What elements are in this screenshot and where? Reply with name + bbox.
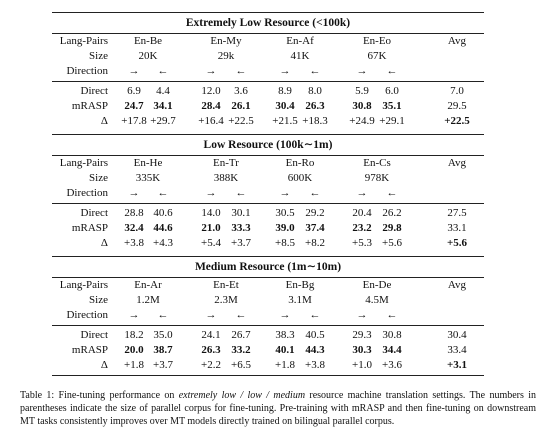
direction-row — [52, 308, 484, 323]
score-cell: +8.2 — [305, 237, 325, 249]
lang-pair: En-Bg — [285, 279, 315, 291]
arrow-left-icon: ← — [386, 309, 398, 321]
size-row — [52, 171, 484, 186]
row-label: Direct — [80, 85, 108, 97]
row-label: Lang-Pairs — [59, 157, 108, 169]
lang-pair: En-He — [133, 157, 163, 169]
row-label: mRASP — [71, 344, 108, 356]
table-section — [52, 12, 484, 134]
score-cell: +1.8 — [124, 359, 144, 371]
score-cell: 28.4 — [201, 100, 221, 112]
score-cell: +4.3 — [153, 237, 173, 249]
score-cell: 21.0 — [201, 222, 221, 234]
score-cell: 34.1 — [153, 100, 173, 112]
direction-row — [52, 64, 484, 79]
row-label: Lang-Pairs — [59, 279, 108, 291]
avg-cell: 29.5 — [447, 100, 467, 112]
results-table — [52, 12, 484, 376]
score-cell: 34.4 — [382, 344, 402, 356]
arrow-right-icon: → — [279, 309, 291, 321]
table-row — [52, 328, 484, 343]
row-label: mRASP — [71, 222, 108, 234]
score-cell: +29.1 — [379, 115, 405, 127]
score-cell: +22.5 — [228, 115, 254, 127]
table-row — [52, 206, 484, 221]
score-cell: 30.5 — [275, 207, 295, 219]
score-cell: 29.2 — [305, 207, 325, 219]
lang-pair: En-De — [362, 279, 392, 291]
score-cell: +5.6 — [382, 237, 402, 249]
lang-pairs-row — [52, 156, 484, 171]
row-label: Direction — [66, 65, 108, 77]
corpus-size: 29k — [217, 50, 235, 62]
score-cell: 29.3 — [352, 329, 372, 341]
lang-pair: En-Cs — [363, 157, 391, 169]
score-cell: 24.1 — [201, 329, 221, 341]
row-label: Size — [89, 294, 108, 306]
lang-pair: En-Be — [133, 35, 163, 47]
arrow-right-icon: → — [205, 309, 217, 321]
arrow-right-icon: → — [279, 187, 291, 199]
table-section — [52, 256, 484, 376]
score-cell: 30.8 — [382, 329, 402, 341]
corpus-size: 3.1M — [288, 294, 312, 306]
size-row — [52, 293, 484, 308]
arrow-right-icon: → — [356, 309, 368, 321]
score-cell: 26.7 — [231, 329, 251, 341]
score-cell: 30.1 — [231, 207, 251, 219]
score-cell: 35.1 — [382, 100, 402, 112]
row-label: Direct — [80, 329, 108, 341]
corpus-size: 978K — [364, 172, 390, 184]
avg-cell: 33.1 — [447, 222, 467, 234]
arrow-left-icon: ← — [309, 65, 321, 77]
score-cell: 4.4 — [156, 85, 170, 97]
caption-rest: resource machine translation settings. The numbers in parentheses indicate the size of parallel corpus for fine-tuning. Pre-training with mRASP and then fine-tuning on downstream MT tasks consistently improves over MT models directly trained on bilingual parallel corpus. — [20, 390, 537, 427]
row-label: Direct — [80, 207, 108, 219]
score-cell: 6.9 — [127, 85, 141, 97]
arrow-left-icon: ← — [309, 309, 321, 321]
corpus-size: 67K — [367, 50, 387, 62]
arrow-right-icon: → — [356, 187, 368, 199]
table-row — [52, 358, 484, 373]
row-label: Size — [89, 50, 108, 62]
caption-emphasis: extremely low / low / medium — [178, 390, 306, 401]
row-label: Size — [89, 172, 108, 184]
score-cell: 26.1 — [231, 100, 251, 112]
table-row — [52, 221, 484, 236]
row-label: Δ — [100, 359, 108, 371]
lang-pair: En-Et — [213, 279, 239, 291]
corpus-size: 388K — [213, 172, 239, 184]
score-cell: 14.0 — [201, 207, 221, 219]
lang-pair: En-Eo — [362, 35, 392, 47]
row-label: Direction — [66, 187, 108, 199]
score-cell: 30.4 — [275, 100, 295, 112]
row-label: Direction — [66, 309, 108, 321]
lang-pair: En-Ar — [134, 279, 162, 291]
score-cell: 39.0 — [275, 222, 295, 234]
arrow-left-icon: ← — [309, 187, 321, 199]
arrow-right-icon: → — [128, 65, 140, 77]
direction-row — [52, 186, 484, 201]
row-label: Lang-Pairs — [59, 35, 108, 47]
score-cell: +3.7 — [231, 237, 251, 249]
score-cell: +3.8 — [124, 237, 144, 249]
score-cell: 3.6 — [234, 85, 248, 97]
score-cell: 40.6 — [153, 207, 173, 219]
avg-cell: 30.4 — [447, 329, 467, 341]
table-row — [52, 236, 484, 251]
section-title: Extremely Low Resource (<100k) — [185, 17, 351, 29]
avg-cell: +22.5 — [444, 115, 470, 127]
score-cell: +5.4 — [201, 237, 221, 249]
avg-cell: +5.6 — [446, 237, 468, 249]
arrow-left-icon: ← — [157, 309, 169, 321]
score-cell: 8.0 — [308, 85, 322, 97]
score-cell: 32.4 — [124, 222, 144, 234]
score-cell: 44.6 — [153, 222, 173, 234]
corpus-size: 600K — [287, 172, 313, 184]
row-label: Δ — [100, 237, 108, 249]
caption-prefix: Table 1: Fine-tuning performance on — [20, 390, 179, 401]
score-cell: +16.4 — [198, 115, 224, 127]
avg-header: Avg — [447, 157, 467, 169]
score-cell: 33.2 — [231, 344, 251, 356]
score-cell: +1.0 — [352, 359, 372, 371]
lang-pairs-row — [52, 278, 484, 293]
section-title: Low Resource (100k∼1m) — [203, 139, 333, 151]
score-cell: +1.8 — [275, 359, 295, 371]
score-cell: 37.4 — [305, 222, 325, 234]
score-cell: 5.9 — [355, 85, 369, 97]
score-cell: +29.7 — [150, 115, 176, 127]
lang-pair: En-Af — [286, 35, 314, 47]
score-cell: 23.2 — [352, 222, 372, 234]
row-label: Δ — [100, 115, 108, 127]
score-cell: 40.1 — [275, 344, 295, 356]
arrow-right-icon: → — [205, 65, 217, 77]
section-title: Medium Resource (1m∼10m) — [194, 261, 342, 273]
score-cell: 44.3 — [305, 344, 325, 356]
arrow-right-icon: → — [205, 187, 217, 199]
score-cell: +21.5 — [272, 115, 298, 127]
size-row — [52, 49, 484, 64]
score-cell: 18.2 — [124, 329, 144, 341]
score-cell: 20.4 — [352, 207, 372, 219]
score-cell: +6.5 — [231, 359, 251, 371]
score-cell: 38.3 — [275, 329, 295, 341]
score-cell: 24.7 — [124, 100, 144, 112]
score-cell: 12.0 — [201, 85, 221, 97]
score-cell: +3.6 — [382, 359, 402, 371]
avg-header: Avg — [447, 35, 467, 47]
corpus-size: 4.5M — [365, 294, 389, 306]
score-cell: 26.3 — [201, 344, 221, 356]
score-cell: 20.0 — [124, 344, 144, 356]
arrow-left-icon: ← — [157, 187, 169, 199]
lang-pairs-row — [52, 34, 484, 49]
score-cell: 28.8 — [124, 207, 144, 219]
score-cell: +18.3 — [302, 115, 328, 127]
arrow-left-icon: ← — [235, 309, 247, 321]
corpus-size: 41K — [290, 50, 310, 62]
avg-cell: +3.1 — [446, 359, 468, 371]
bottom-rule — [52, 375, 484, 376]
arrow-left-icon: ← — [235, 187, 247, 199]
table-row — [52, 343, 484, 358]
score-cell: 6.0 — [385, 85, 399, 97]
row-label: mRASP — [71, 100, 108, 112]
score-cell: +17.8 — [121, 115, 147, 127]
avg-header: Avg — [447, 279, 467, 291]
score-cell: +8.5 — [275, 237, 295, 249]
score-cell: 30.3 — [352, 344, 372, 356]
avg-cell: 27.5 — [447, 207, 467, 219]
arrow-right-icon: → — [128, 187, 140, 199]
corpus-size: 2.3M — [214, 294, 238, 306]
score-cell: 33.3 — [231, 222, 251, 234]
corpus-size: 20K — [138, 50, 158, 62]
score-cell: 38.7 — [153, 344, 173, 356]
score-cell: 8.9 — [278, 85, 292, 97]
score-cell: +5.3 — [352, 237, 372, 249]
table-row — [52, 99, 484, 114]
arrow-left-icon: ← — [386, 65, 398, 77]
table-row — [52, 84, 484, 99]
score-cell: 29.8 — [382, 222, 402, 234]
table-caption — [20, 390, 536, 428]
score-cell: +2.2 — [201, 359, 221, 371]
score-cell: 26.2 — [382, 207, 402, 219]
arrow-left-icon: ← — [386, 187, 398, 199]
arrow-right-icon: → — [356, 65, 368, 77]
lang-pair: En-Tr — [213, 157, 239, 169]
table-section — [52, 134, 484, 256]
corpus-size: 1.2M — [136, 294, 160, 306]
score-cell: 26.3 — [305, 100, 325, 112]
score-cell: 30.8 — [352, 100, 372, 112]
score-cell: +3.8 — [305, 359, 325, 371]
avg-cell: 7.0 — [450, 85, 464, 97]
arrow-right-icon: → — [128, 309, 140, 321]
score-cell: 35.0 — [153, 329, 173, 341]
lang-pair: En-Ro — [285, 157, 315, 169]
avg-cell: 33.4 — [447, 344, 467, 356]
lang-pair: En-My — [210, 35, 242, 47]
score-cell: +3.7 — [153, 359, 173, 371]
arrow-right-icon: → — [279, 65, 291, 77]
corpus-size: 335K — [135, 172, 161, 184]
arrow-left-icon: ← — [157, 65, 169, 77]
table-row — [52, 114, 484, 129]
arrow-left-icon: ← — [235, 65, 247, 77]
score-cell: +24.9 — [349, 115, 375, 127]
score-cell: 40.5 — [305, 329, 325, 341]
